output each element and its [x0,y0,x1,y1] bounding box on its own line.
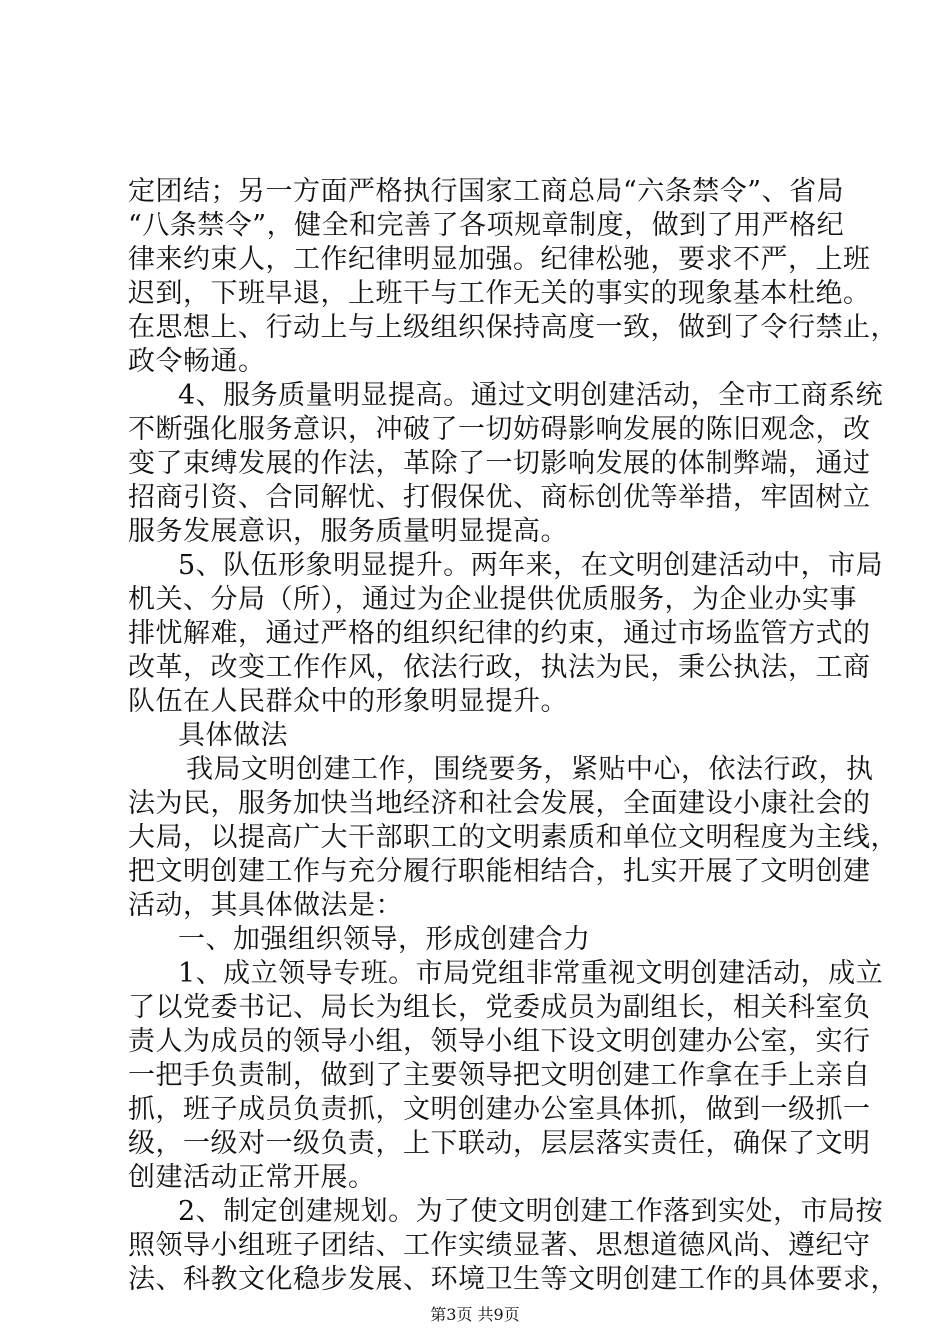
text-line: “八条禁令”，健全和完善了各项规章制度，做到了用严格纪 [128,210,845,241]
text-line: 5、队伍形象明显提升。两年来，在文明创建活动中，市局 [178,550,884,581]
section-heading: 一、加强组织领导，形成创建合力 [178,924,591,955]
text-line: 队伍在人民群众中的形象明显提升。 [128,686,568,717]
text-line: 改革，改变工作作风，依法行政，执法为民，秉公执法，工商 [128,652,871,683]
text-line: 法为民，服务加快当地经济和社会发展，全面建设小康社会的 [128,788,871,819]
text-line: 1、成立领导专班。市局党组非常重视文明创建活动，成立 [178,958,884,989]
text-line: 抓，班子成员负责抓，文明创建办公室具体抓，做到一级抓一 [128,1094,871,1125]
text-line: 律来约束人，工作纪律明显加强。纪律松驰，要求不严，上班 [128,244,871,275]
text-line: 大局，以提高广大干部职工的文明素质和单位文明程度为主线， [128,822,898,853]
text-line: 一把手负责制，做到了主要领导把文明创建工作拿在手上亲自 [128,1060,871,1091]
page-number-label: 第3页 共9页 [430,1305,520,1324]
text-line: 了以党委书记、局长为组长，党委成员为副组长，相关科室负 [128,992,871,1023]
text-line: 我局文明创建工作，围绕要务，紧贴中心，依法行政，执 [186,754,874,785]
text-line: 迟到，下班早退，上班干与工作无关的事实的现象基本杜绝。 [128,278,871,309]
text-line: 机关、分局（所），通过为企业提供优质服务，为企业办实事 [128,584,857,615]
text-line: 4、服务质量明显提高。通过文明创建活动，全市工商系统 [178,380,884,411]
text-line: 责人为成员的领导小组，领导小组下设文明创建办公室，实行 [128,1026,871,1057]
text-line: 服务发展意识，服务质量明显提高。 [128,516,568,547]
text-line: 创建活动正常开展。 [128,1162,376,1193]
section-heading: 具体做法 [178,720,288,751]
text-line: 法、科教文化稳步发展、环境卫生等文明创建工作的具体要求， [128,1264,898,1295]
text-line: 变了束缚发展的作法，革除了一切影响发展的体制弊端，通过 [128,448,871,479]
text-line: 招商引资、合同解忧、打假保优、商标创优等举措，牢固树立 [128,482,871,513]
text-line: 政令畅通。 [128,346,266,377]
text-line: 不断强化服务意识，冲破了一切妨碍影响发展的陈旧观念，改 [128,414,871,445]
text-line: 活动，其具体做法是： [128,890,403,921]
text-line: 2、制定创建规划。为了使文明创建工作落到实处，市局按 [178,1196,884,1227]
text-line: 照领导小组班子团结、工作实绩显著、思想道德风尚、遵纪守 [128,1230,871,1261]
page-footer [0,1304,950,1326]
text-line: 级，一级对一级负责，上下联动，层层落实责任，确保了文明 [128,1128,871,1159]
text-line: 在思想上、行动上与上级组织保持高度一致，做到了令行禁止， [128,312,898,343]
text-line: 排忧解难，通过严格的组织纪律的约束，通过市场监管方式的 [128,618,871,649]
text-line: 把文明创建工作与充分履行职能相结合，扎实开展了文明创建 [128,856,871,887]
text-line: 定团结；另一方面严格执行国家工商总局“六条禁令”、省局 [128,176,845,207]
